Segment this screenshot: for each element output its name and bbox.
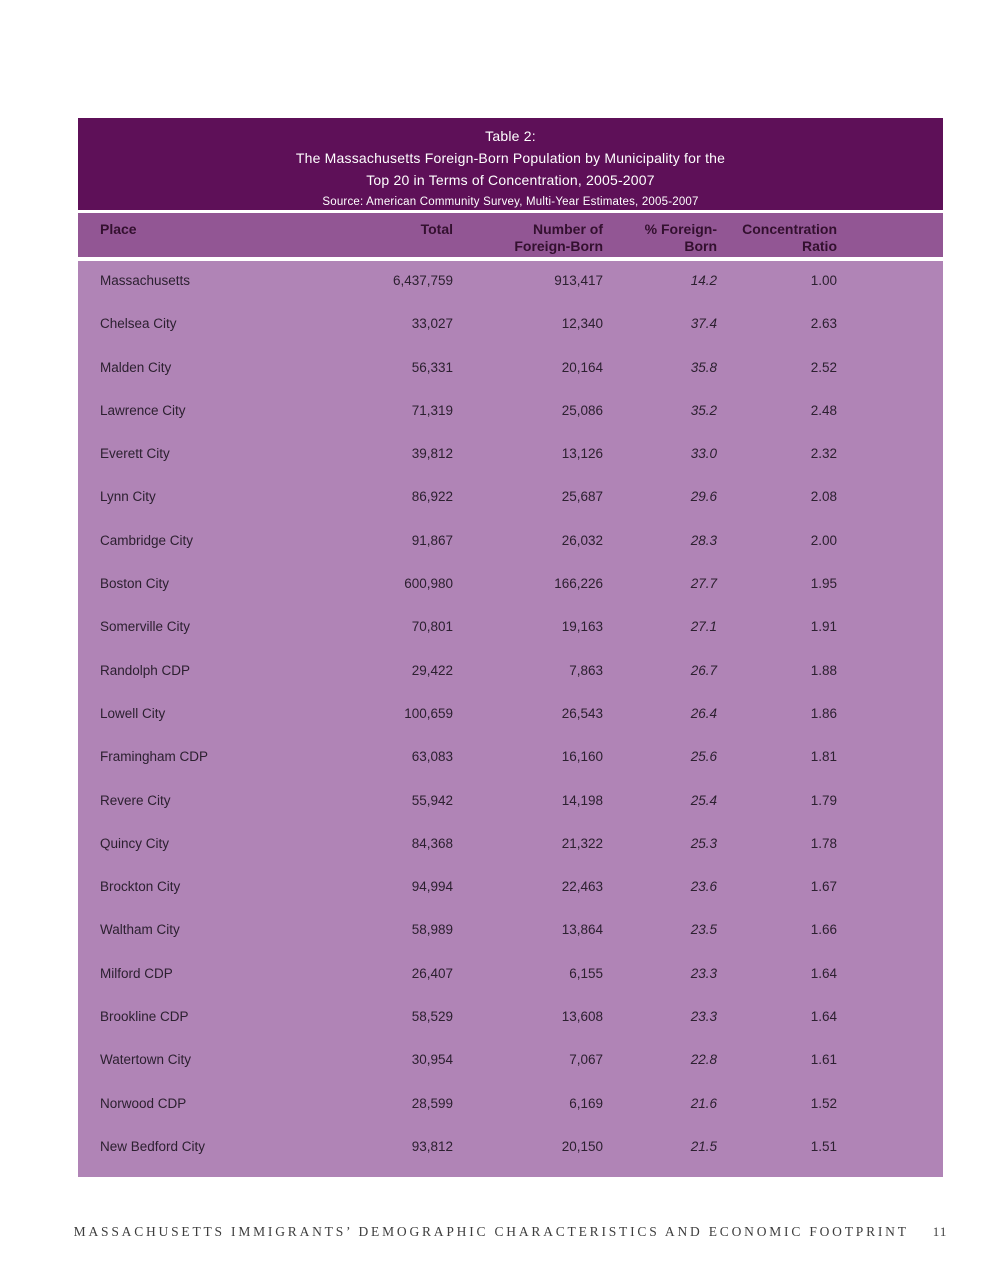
- place-cell: Norwood CDP: [100, 1095, 187, 1111]
- total-cell: 33,027: [411, 316, 453, 332]
- row-spacer: [837, 355, 943, 360]
- concentration-ratio-cell: 1.88: [810, 662, 837, 678]
- concentration-ratio-cell: 1.67: [810, 879, 837, 895]
- place-cell: Waltham City: [100, 922, 180, 938]
- table-row: [78, 398, 943, 441]
- pct-foreign-born-cell: 25.6: [690, 749, 717, 765]
- concentration-ratio-cell: 1.95: [810, 576, 837, 592]
- place-cell: Revere City: [100, 792, 171, 808]
- place-cell: Milford CDP: [100, 965, 173, 981]
- concentration-ratio-cell: 1.79: [810, 792, 837, 808]
- total-cell: 71,319: [411, 402, 453, 418]
- place-cell: Lawrence City: [100, 402, 186, 418]
- pct-foreign-born-cell: 25.3: [690, 835, 717, 851]
- table-title-block: [78, 118, 943, 210]
- table-number: Table 2:: [485, 128, 536, 144]
- foreign-born-cell: 13,126: [561, 446, 603, 462]
- row-spacer: [837, 398, 943, 403]
- place-cell: Lowell City: [100, 705, 166, 721]
- concentration-ratio-cell: 1.52: [810, 1095, 837, 1111]
- place-cell: Watertown City: [100, 1052, 192, 1068]
- place-cell: Randolph CDP: [100, 662, 191, 678]
- pct-foreign-born-cell: 35.2: [690, 402, 717, 418]
- concentration-ratio-cell: 1.66: [810, 922, 837, 938]
- concentration-ratio-cell: 2.08: [810, 489, 837, 505]
- total-cell: 63,083: [411, 749, 453, 765]
- total-cell: 56,331: [411, 359, 453, 375]
- place-cell: Boston City: [100, 576, 170, 592]
- column-header-row: [78, 213, 943, 257]
- row-spacer: [837, 744, 943, 749]
- table-source: Source: American Community Survey, Multi-Year Estimates, 2005-2007: [322, 196, 699, 208]
- place-cell: Brookline CDP: [100, 1009, 189, 1025]
- table-row: [78, 355, 943, 398]
- total-cell: 84,368: [411, 835, 453, 851]
- foreign-born-cell: 20,164: [561, 359, 603, 375]
- place-cell: Framingham CDP: [100, 749, 209, 765]
- col-header-foreign-born-line2: Foreign-Born: [514, 238, 603, 254]
- row-spacer: [837, 831, 943, 836]
- table-row: [78, 874, 943, 917]
- place-cell: Lynn City: [100, 489, 156, 505]
- concentration-ratio-cell: 1.91: [810, 619, 837, 635]
- total-cell: 39,812: [411, 446, 453, 462]
- page-footer: [73, 1224, 948, 1240]
- pct-foreign-born-cell: 14.2: [690, 273, 717, 288]
- row-spacer: [837, 961, 943, 966]
- row-spacer: [837, 1134, 943, 1139]
- col-header-concentration-ratio: [717, 221, 837, 257]
- pct-foreign-born-cell: 26.4: [690, 705, 717, 721]
- total-cell: 94,994: [411, 879, 453, 895]
- table-row: [78, 744, 943, 787]
- row-spacer: [837, 658, 943, 663]
- col-header-ratio-line2: Ratio: [802, 238, 837, 254]
- concentration-ratio-cell: 1.86: [810, 705, 837, 721]
- pct-foreign-born-cell: 33.0: [690, 446, 717, 462]
- table-subtitle: Top 20 in Terms of Concentration, 2005-2007: [366, 172, 655, 188]
- table-row: [78, 528, 943, 571]
- pct-foreign-born-cell: 27.7: [690, 576, 717, 592]
- concentration-ratio-cell: 1.61: [810, 1052, 837, 1068]
- foreign-born-cell: 6,155: [569, 965, 603, 981]
- pct-foreign-born-cell: 26.7: [690, 662, 717, 678]
- place-cell: Malden City: [100, 359, 172, 375]
- pct-foreign-born-cell: 35.8: [690, 359, 717, 375]
- table-row: [78, 658, 943, 701]
- total-cell: 6,437,759: [392, 273, 453, 288]
- total-cell: 600,980: [404, 576, 453, 592]
- table-row: [78, 268, 943, 311]
- foreign-born-cell: 25,687: [561, 489, 603, 505]
- pct-foreign-born-cell: 22.8: [690, 1052, 717, 1068]
- foreign-born-cell: 22,463: [561, 879, 603, 895]
- table-row: [78, 614, 943, 657]
- pct-foreign-born-cell: 29.6: [690, 489, 717, 505]
- table-row: [78, 1047, 943, 1090]
- col-header-total: Total: [420, 221, 453, 237]
- total-cell: 70,801: [411, 619, 453, 635]
- row-spacer: [837, 311, 943, 316]
- foreign-born-cell: 7,067: [569, 1052, 603, 1068]
- col-header-pct-foreign-born: [603, 221, 717, 257]
- concentration-ratio-cell: 2.00: [810, 532, 837, 548]
- pct-foreign-born-cell: 21.6: [690, 1095, 717, 1111]
- table-row: [78, 1134, 943, 1177]
- table-row: [78, 571, 943, 614]
- row-spacer: [837, 701, 943, 706]
- table-body: [78, 261, 943, 1177]
- concentration-ratio-cell: 2.52: [810, 359, 837, 375]
- row-spacer: [837, 441, 943, 446]
- concentration-ratio-cell: 2.48: [810, 402, 837, 418]
- total-cell: 28,599: [411, 1095, 453, 1111]
- pct-foreign-born-cell: 25.4: [690, 792, 717, 808]
- total-cell: 100,659: [404, 705, 453, 721]
- foreign-born-cell: 25,086: [561, 402, 603, 418]
- concentration-ratio-cell: 1.64: [810, 965, 837, 981]
- foreign-born-cell: 16,160: [561, 749, 603, 765]
- row-spacer: [837, 1091, 943, 1096]
- foreign-born-cell: 913,417: [554, 273, 603, 288]
- foreign-born-cell: 21,322: [561, 835, 603, 851]
- pct-foreign-born-cell: 21.5: [690, 1138, 717, 1154]
- col-header-pct-line1: % Foreign-: [644, 221, 717, 237]
- foreign-born-cell: 14,198: [561, 792, 603, 808]
- foreign-born-cell: 13,608: [561, 1009, 603, 1025]
- foreign-born-cell: 6,169: [569, 1095, 603, 1111]
- table-row: [78, 484, 943, 527]
- row-spacer: [837, 1047, 943, 1052]
- foreign-born-cell: 26,543: [561, 705, 603, 721]
- col-header-foreign-born: [453, 221, 603, 257]
- place-cell: Quincy City: [100, 835, 170, 851]
- col-header-place: Place: [100, 221, 137, 237]
- table-row: [78, 311, 943, 354]
- table-row: [78, 831, 943, 874]
- concentration-ratio-cell: 1.00: [810, 273, 837, 288]
- row-spacer: [837, 874, 943, 879]
- total-cell: 30,954: [411, 1052, 453, 1068]
- pct-foreign-born-cell: 28.3: [690, 532, 717, 548]
- pct-foreign-born-cell: 23.5: [690, 922, 717, 938]
- table-row: [78, 701, 943, 744]
- pct-foreign-born-cell: 23.3: [690, 965, 717, 981]
- col-header-pct-line2: Born: [684, 238, 717, 254]
- total-cell: 55,942: [411, 792, 453, 808]
- table-2: [78, 118, 943, 1177]
- total-cell: 58,529: [411, 1009, 453, 1025]
- footer-caption: MASSACHUSETTS IMMIGRANTS’ DEMOGRAPHIC CHARACTERISTICS AND ECONOMIC FOOTPRINT: [73, 1224, 909, 1239]
- table-title: The Massachusetts Foreign-Born Population by Municipality for the: [295, 150, 726, 166]
- pct-foreign-born-cell: 37.4: [690, 316, 717, 332]
- place-cell: Everett City: [100, 446, 170, 462]
- col-header-foreign-born-line1: Number of: [533, 221, 603, 237]
- concentration-ratio-cell: 1.51: [810, 1138, 837, 1154]
- foreign-born-cell: 20,150: [561, 1138, 603, 1154]
- table-row: [78, 1091, 943, 1134]
- concentration-ratio-cell: 1.81: [810, 749, 837, 765]
- place-cell: New Bedford City: [100, 1138, 206, 1154]
- page-number: 11: [932, 1224, 948, 1239]
- total-cell: 91,867: [411, 532, 453, 548]
- total-cell: 93,812: [411, 1138, 453, 1154]
- place-cell: Somerville City: [100, 619, 191, 635]
- pct-foreign-born-cell: 23.3: [690, 1009, 717, 1025]
- place-cell: Brockton City: [100, 879, 181, 895]
- pct-foreign-born-cell: 23.6: [690, 879, 717, 895]
- concentration-ratio-cell: 1.78: [810, 835, 837, 851]
- table-row: [78, 788, 943, 831]
- col-header-spacer: [837, 221, 943, 257]
- total-cell: 26,407: [411, 965, 453, 981]
- concentration-ratio-cell: 2.32: [810, 446, 837, 462]
- total-cell: 86,922: [411, 489, 453, 505]
- row-spacer: [837, 484, 943, 489]
- table-row: [78, 917, 943, 960]
- pct-foreign-born-cell: 27.1: [690, 619, 717, 635]
- foreign-born-cell: 166,226: [554, 576, 603, 592]
- row-spacer: [837, 917, 943, 922]
- table-row: [78, 1004, 943, 1047]
- col-header-ratio-line1: Concentration: [742, 221, 837, 237]
- row-spacer: [837, 788, 943, 793]
- place-cell: Chelsea City: [100, 316, 177, 332]
- foreign-born-cell: 13,864: [561, 922, 603, 938]
- row-spacer: [837, 1004, 943, 1009]
- row-spacer: [837, 268, 943, 273]
- row-spacer: [837, 528, 943, 533]
- concentration-ratio-cell: 1.64: [810, 1009, 837, 1025]
- total-cell: 58,989: [411, 922, 453, 938]
- foreign-born-cell: 26,032: [561, 532, 603, 548]
- foreign-born-cell: 7,863: [569, 662, 603, 678]
- row-spacer: [837, 614, 943, 619]
- foreign-born-cell: 19,163: [561, 619, 603, 635]
- table-row: [78, 961, 943, 1004]
- row-spacer: [837, 571, 943, 576]
- place-cell: Massachusetts: [100, 273, 191, 288]
- total-cell: 29,422: [411, 662, 453, 678]
- foreign-born-cell: 12,340: [561, 316, 603, 332]
- concentration-ratio-cell: 2.63: [810, 316, 837, 332]
- place-cell: Cambridge City: [100, 532, 194, 548]
- table-row: [78, 441, 943, 484]
